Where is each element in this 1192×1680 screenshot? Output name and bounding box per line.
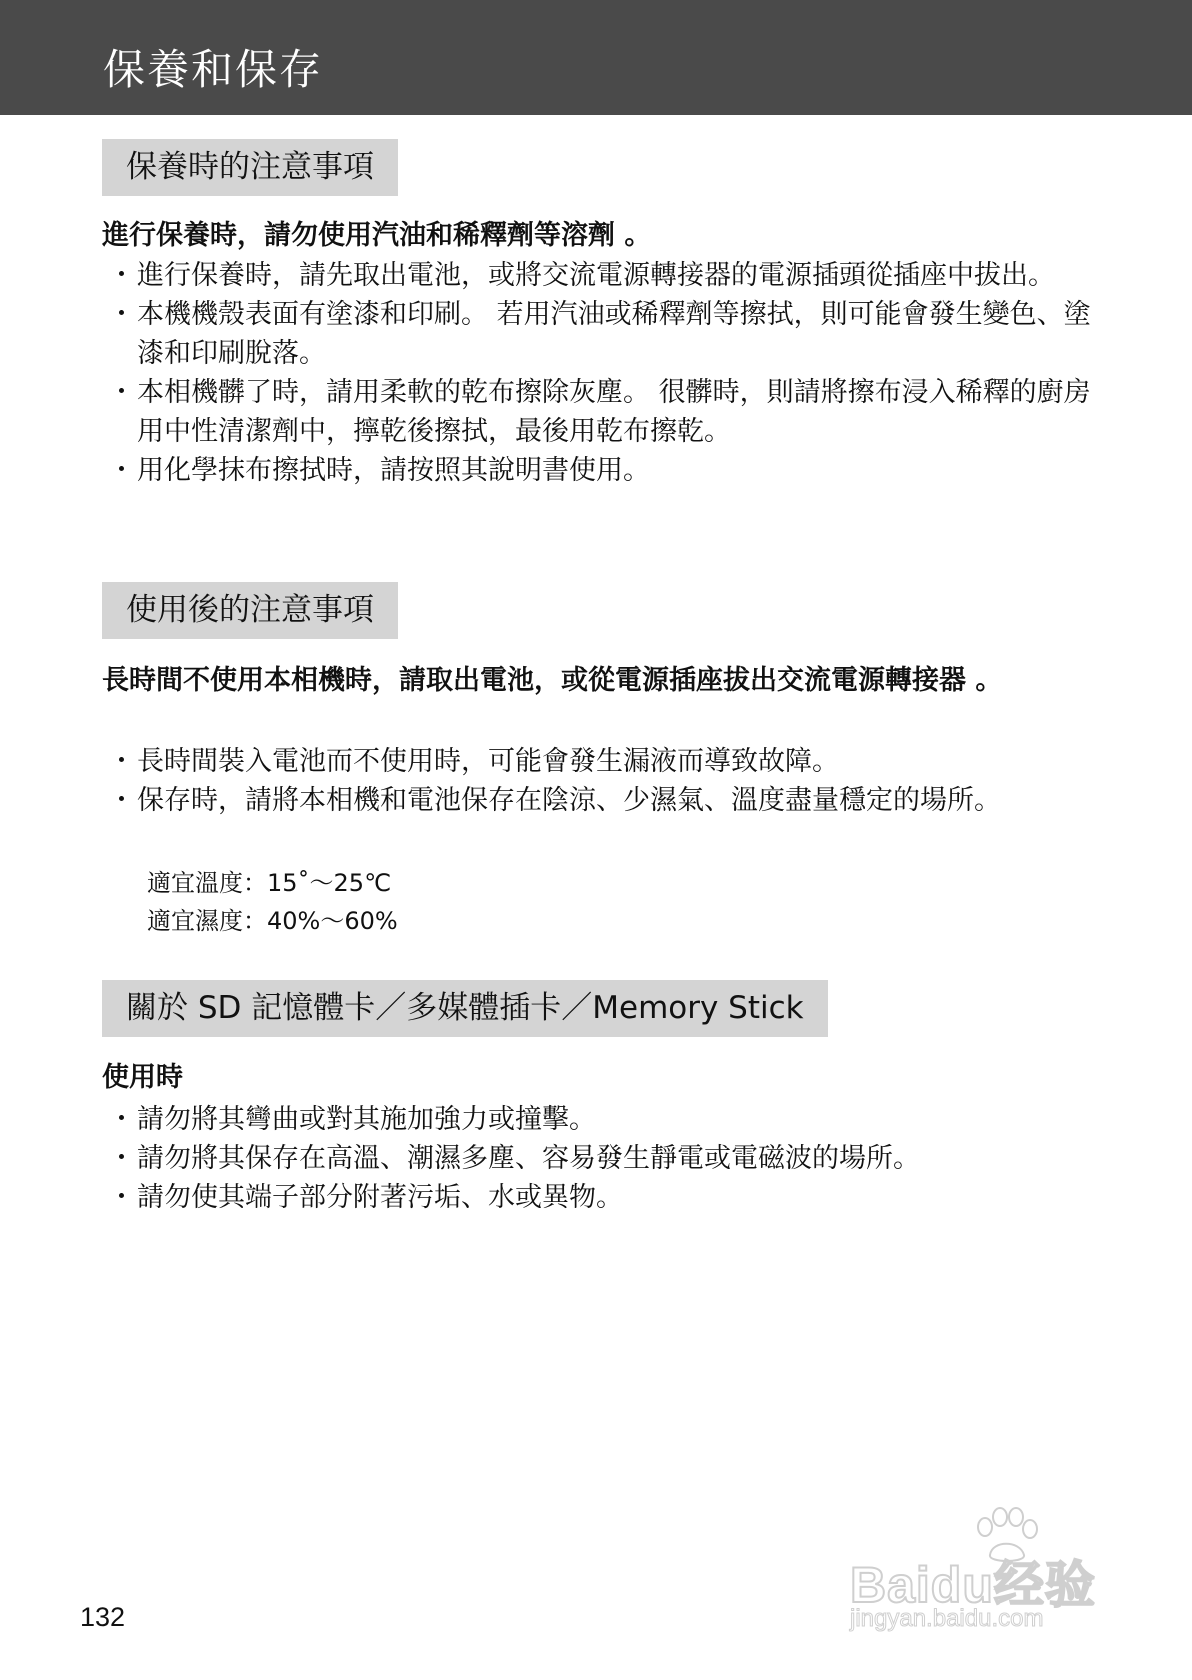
- section-heading-memory-cards: 關於 SD 記憶體卡／多媒體插卡／Memory Stick: [102, 980, 828, 1037]
- bullet-dot: ・: [108, 260, 135, 291]
- spec-humidity: 適宜濕度：40%～60%: [147, 907, 398, 935]
- list-item-text: 長時間裝入電池而不使用時，可能會發生漏液而導致故障。: [137, 746, 839, 777]
- bullet-list-maintenance: [104, 256, 1094, 490]
- bullet-dot: ・: [108, 746, 135, 777]
- header-bar: [0, 0, 1192, 115]
- list-item: [104, 295, 1094, 373]
- section-lead-maintenance: 進行保養時，請勿使用汽油和稀釋劑等溶劑 。: [102, 220, 652, 251]
- bullet-dot: ・: [108, 1182, 135, 1213]
- list-item: [104, 742, 1094, 781]
- section-lead-after-use: 長時間不使用本相機時，請取出電池，或從電源插座拔出交流電源轉接器 。: [102, 665, 1003, 696]
- section-heading-after-use: 使用後的注意事項: [102, 582, 398, 639]
- list-item-text: 保存時，請將本相機和電池保存在陰涼、少濕氣、溫度盡量穩定的場所。: [137, 785, 1001, 816]
- list-item-text: 本機機殼表面有塗漆和印刷。 若用汽油或稀釋劑等擦拭，則可能會發生變色、塗漆和印刷脫落。: [137, 299, 1091, 369]
- watermark-url: jingyan.baidu.com: [850, 1605, 1044, 1632]
- list-item-text: 請勿將其彎曲或對其施加強力或撞擊。: [137, 1104, 596, 1135]
- page-title: 保養和保存: [103, 45, 324, 94]
- baidu-watermark: [840, 1505, 1140, 1655]
- list-item: [104, 451, 1094, 490]
- list-item-text: 本相機髒了時，請用柔軟的乾布擦除灰塵。 很髒時，則請將擦布浸入稀釋的廚房用中性清潔劑中，擰乾後擦拭，最後用乾布擦乾。: [137, 377, 1091, 447]
- section-heading-maintenance: 保養時的注意事項: [102, 139, 398, 196]
- list-item: [104, 256, 1094, 295]
- list-item: [104, 1139, 1094, 1178]
- bullet-dot: ・: [108, 455, 135, 486]
- list-item-text: 請勿將其保存在高溫、潮濕多塵、容易發生靜電或電磁波的場所。: [137, 1143, 920, 1174]
- bullet-dot: ・: [108, 785, 135, 816]
- list-item: [104, 1100, 1094, 1139]
- list-item-text: 請勿使其端子部分附著污垢、水或異物。: [137, 1182, 623, 1213]
- list-item-text: 進行保養時，請先取出電池，或將交流電源轉接器的電源插頭從插座中拔出。: [137, 260, 1055, 291]
- spec-temperature: 適宜溫度：15˚～25℃: [147, 869, 392, 897]
- section-lead-memory-cards: 使用時: [102, 1062, 183, 1093]
- watermark-logo: Baidu经验: [850, 1557, 1096, 1613]
- list-item-text: 用化學抹布擦拭時，請按照其說明書使用。: [137, 455, 650, 486]
- page-number: 132: [80, 1602, 126, 1632]
- bullet-list-after-use: [104, 742, 1094, 820]
- list-item: [104, 781, 1094, 820]
- bullet-dot: ・: [108, 377, 135, 408]
- bullet-list-memory-cards: [104, 1100, 1094, 1217]
- bullet-dot: ・: [108, 1104, 135, 1135]
- list-item: [104, 373, 1094, 451]
- bullet-dot: ・: [108, 299, 135, 330]
- list-item: [104, 1178, 1094, 1217]
- bullet-dot: ・: [108, 1143, 135, 1174]
